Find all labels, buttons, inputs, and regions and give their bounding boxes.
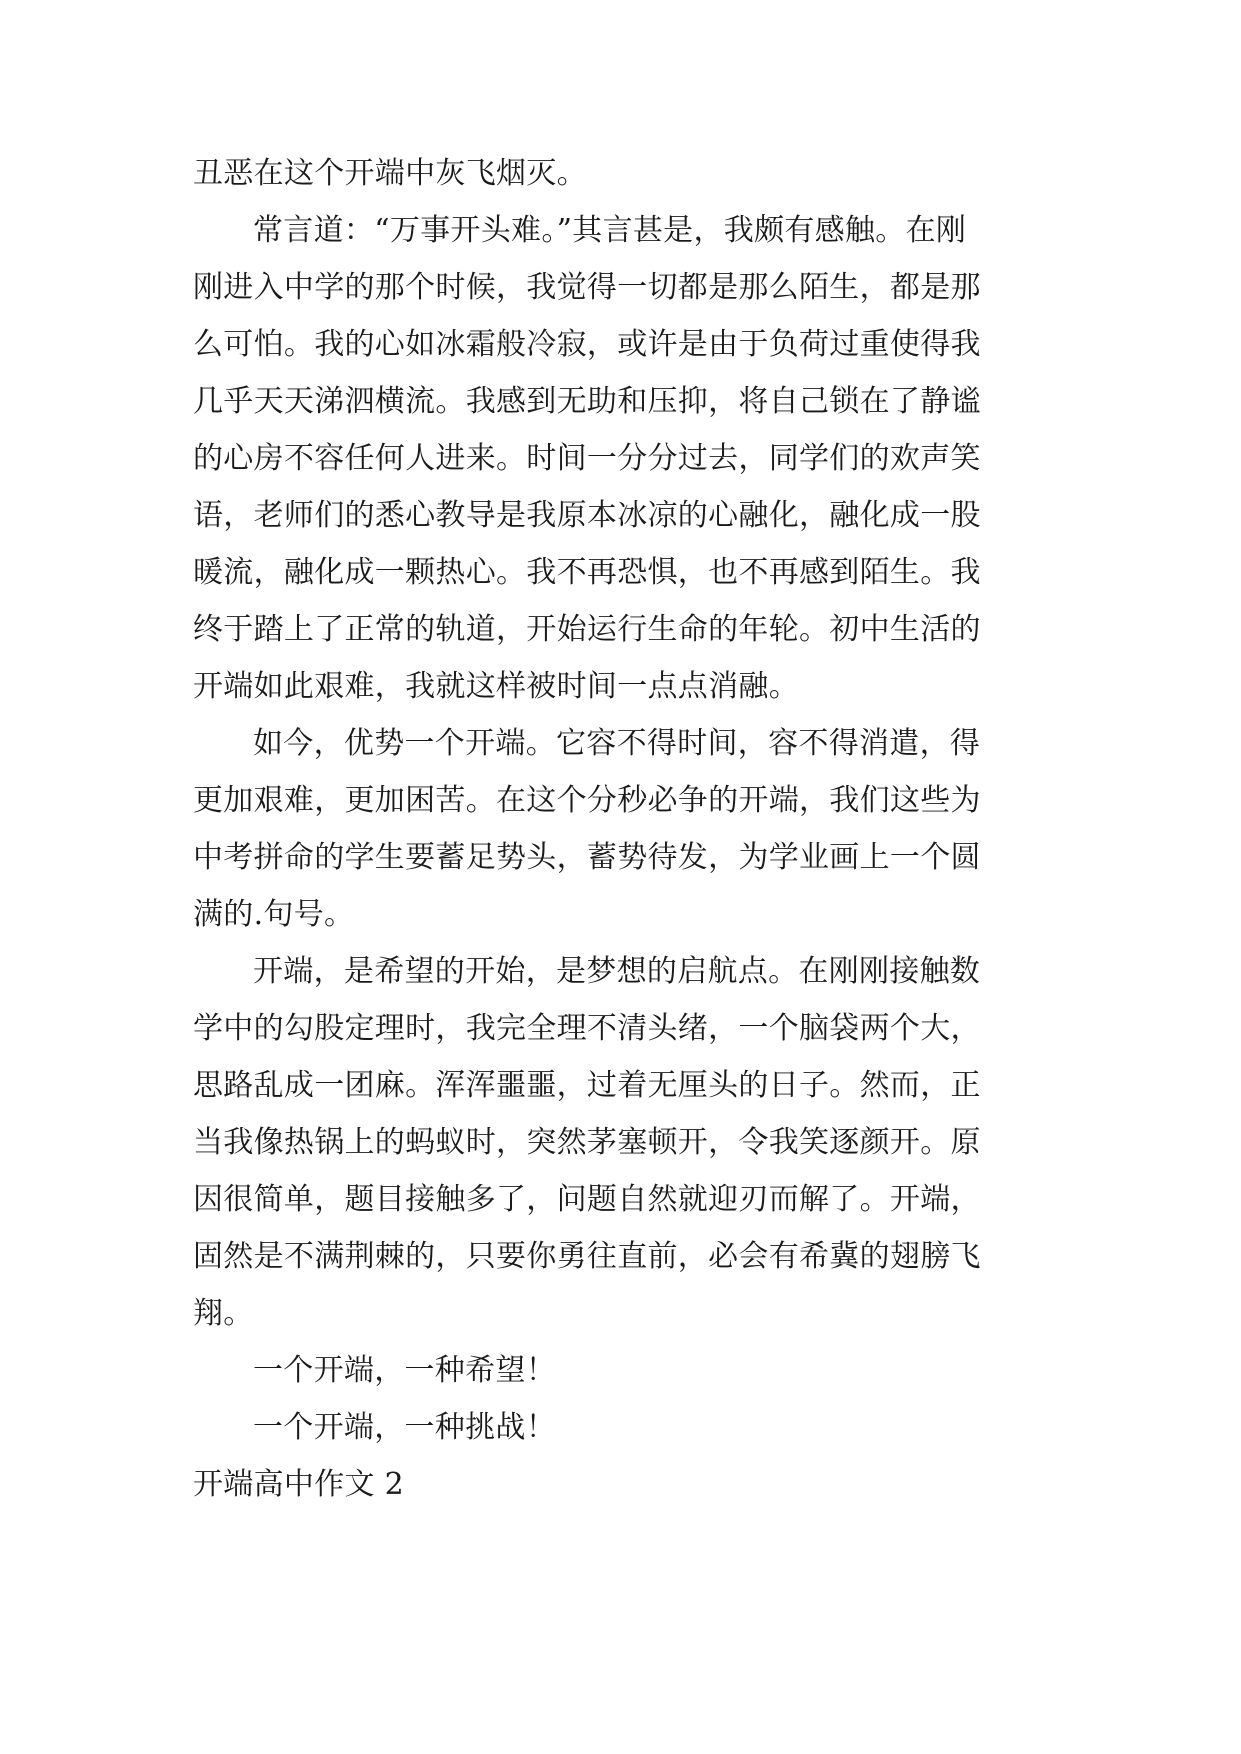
paragraph-first-line: 开端，是希望的开始，是梦想的启航点。在刚刚接触数 — [253, 954, 981, 989]
text-line: 当我像热锅上的蚂蚁时，突然茅塞顿开，令我笑逐颜开。原 — [193, 1125, 981, 1160]
paragraph-first-line: 如今，优势一个开端。它容不得时间，容不得消遣，得 — [253, 726, 981, 761]
text-line: 么可怕。我的心如冰霜般冷寂，或许是由于负荷过重使得我 — [193, 327, 981, 362]
section-heading: 开端高中作文 2 — [193, 1467, 405, 1502]
text-line: 的心房不容任何人进来。时间一分分过去，同学们的欢声笑 — [193, 441, 981, 476]
text-line: 思路乱成一团麻。浑浑噩噩，过着无厘头的日子。然而，正 — [193, 1068, 981, 1103]
text-line: 翔。 — [193, 1296, 254, 1331]
text-line: 丑恶在这个开端中灰飞烟灭。 — [193, 156, 587, 191]
text-line: 因很简单，题目接触多了，问题自然就迎刃而解了。开端， — [193, 1182, 981, 1217]
text-line: 几乎天天涕泗横流。我感到无助和压抑，将自己锁在了静谧 — [193, 384, 981, 419]
text-line: 语，老师们的悉心教导是我原本冰凉的心融化，融化成一股 — [193, 498, 981, 533]
text-line: 开端如此艰难，我就这样被时间一点点消融。 — [193, 669, 799, 704]
paragraph-first-line: 一个开端，一种挑战！ — [253, 1410, 556, 1445]
text-line: 暖流，融化成一颗热心。我不再恐惧，也不再感到陌生。我 — [193, 555, 981, 590]
text-line: 中考拼命的学生要蓄足势头，蓄势待发，为学业画上一个圆 — [193, 840, 981, 875]
text-line: 学中的勾股定理时，我完全理不清头绪，一个脑袋两个大， — [193, 1011, 981, 1046]
paragraph-first-line: 一个开端，一种希望！ — [253, 1353, 556, 1388]
text-line: 更加艰难，更加困苦。在这个分秒必争的开端，我们这些为 — [193, 783, 981, 818]
text-line: 满的.句号。 — [193, 897, 355, 932]
text-line: 固然是不满荆棘的，只要你勇往直前，必会有希冀的翅膀飞 — [193, 1239, 981, 1274]
text-line: 终于踏上了正常的轨道，开始运行生命的年轮。初中生活的 — [193, 612, 981, 647]
paragraph-first-line: 常言道：“万事开头难。”其言甚是，我颇有感触。在刚 — [253, 213, 967, 248]
text-line: 刚进入中学的那个时候，我觉得一切都是那么陌生，都是那 — [193, 270, 981, 305]
